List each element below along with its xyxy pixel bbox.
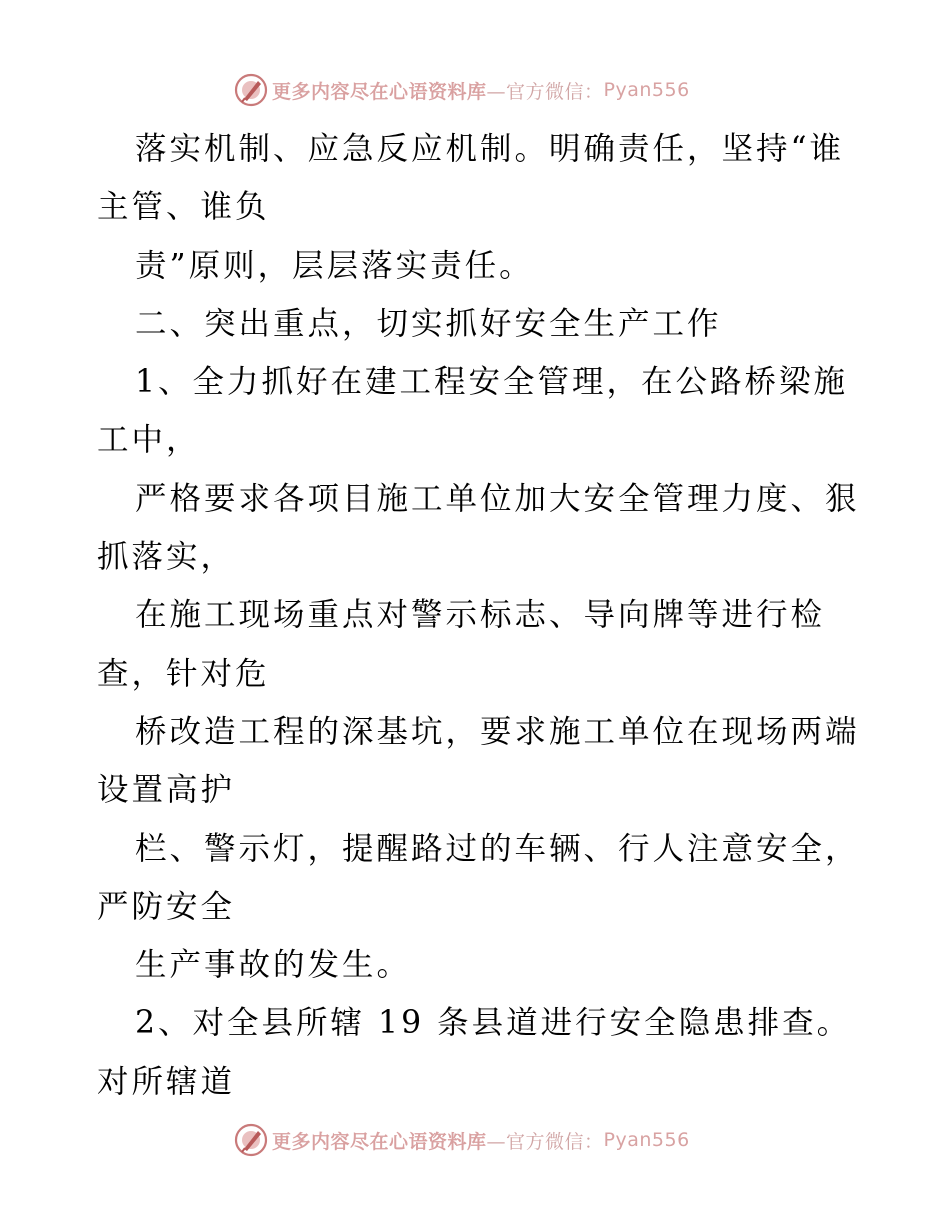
text-line: 抓落实， — [97, 539, 236, 576]
footer-watermark — [234, 1123, 690, 1157]
text-line: 桥改造工程的深基坑，要求施工单位在现场两端 — [135, 713, 860, 750]
quill-logo-icon — [234, 1123, 268, 1157]
text-line: 工中， — [97, 422, 201, 459]
watermark-wechat-id: Pyan556 — [603, 79, 690, 101]
text-line: 落实机制、应急反应机制。明确责任，坚持“谁 — [135, 131, 845, 167]
watermark-wechat-id: Pyan556 — [603, 1129, 690, 1151]
text-line: 在施工现场重点对警示标志、导向牌等进行检 — [135, 597, 826, 634]
text-line: 严防安全 — [97, 888, 236, 925]
watermark-main-text: 更多内容尽在心语资料库 — [272, 1130, 487, 1153]
quill-logo-icon — [234, 73, 268, 107]
text-line: 查，针对危 — [97, 655, 270, 692]
text-line: 主管、谁负 — [97, 189, 270, 226]
text-line: 1、全力抓好在建工程安全管理，在公路桥梁施 — [135, 364, 849, 401]
document-body — [97, 120, 860, 1111]
text-line: 2、对全县所辖 19 条县道进行安全隐患排查。 — [135, 1005, 852, 1042]
text-line: 二、突出重点，切实抓好安全生产工作 — [135, 305, 722, 342]
text-line: 设置高护 — [97, 772, 236, 809]
text-line: 栏、警示灯，提醒路过的车辆、行人注意安全， — [135, 830, 860, 867]
text-line: 对所辖道 — [97, 1063, 236, 1100]
watermark-sub-text: —官方微信： — [486, 1130, 604, 1153]
text-line: 严格要求各项目施工单位加大安全管理力度、狠 — [135, 480, 860, 517]
text-line: 责”原则，层层落实责任。 — [135, 247, 534, 284]
watermark-main-text: 更多内容尽在心语资料库 — [272, 80, 487, 103]
watermark-sub-text: —官方微信： — [486, 80, 604, 103]
text-line: 生产事故的发生。 — [135, 947, 412, 984]
header-watermark — [234, 73, 690, 107]
